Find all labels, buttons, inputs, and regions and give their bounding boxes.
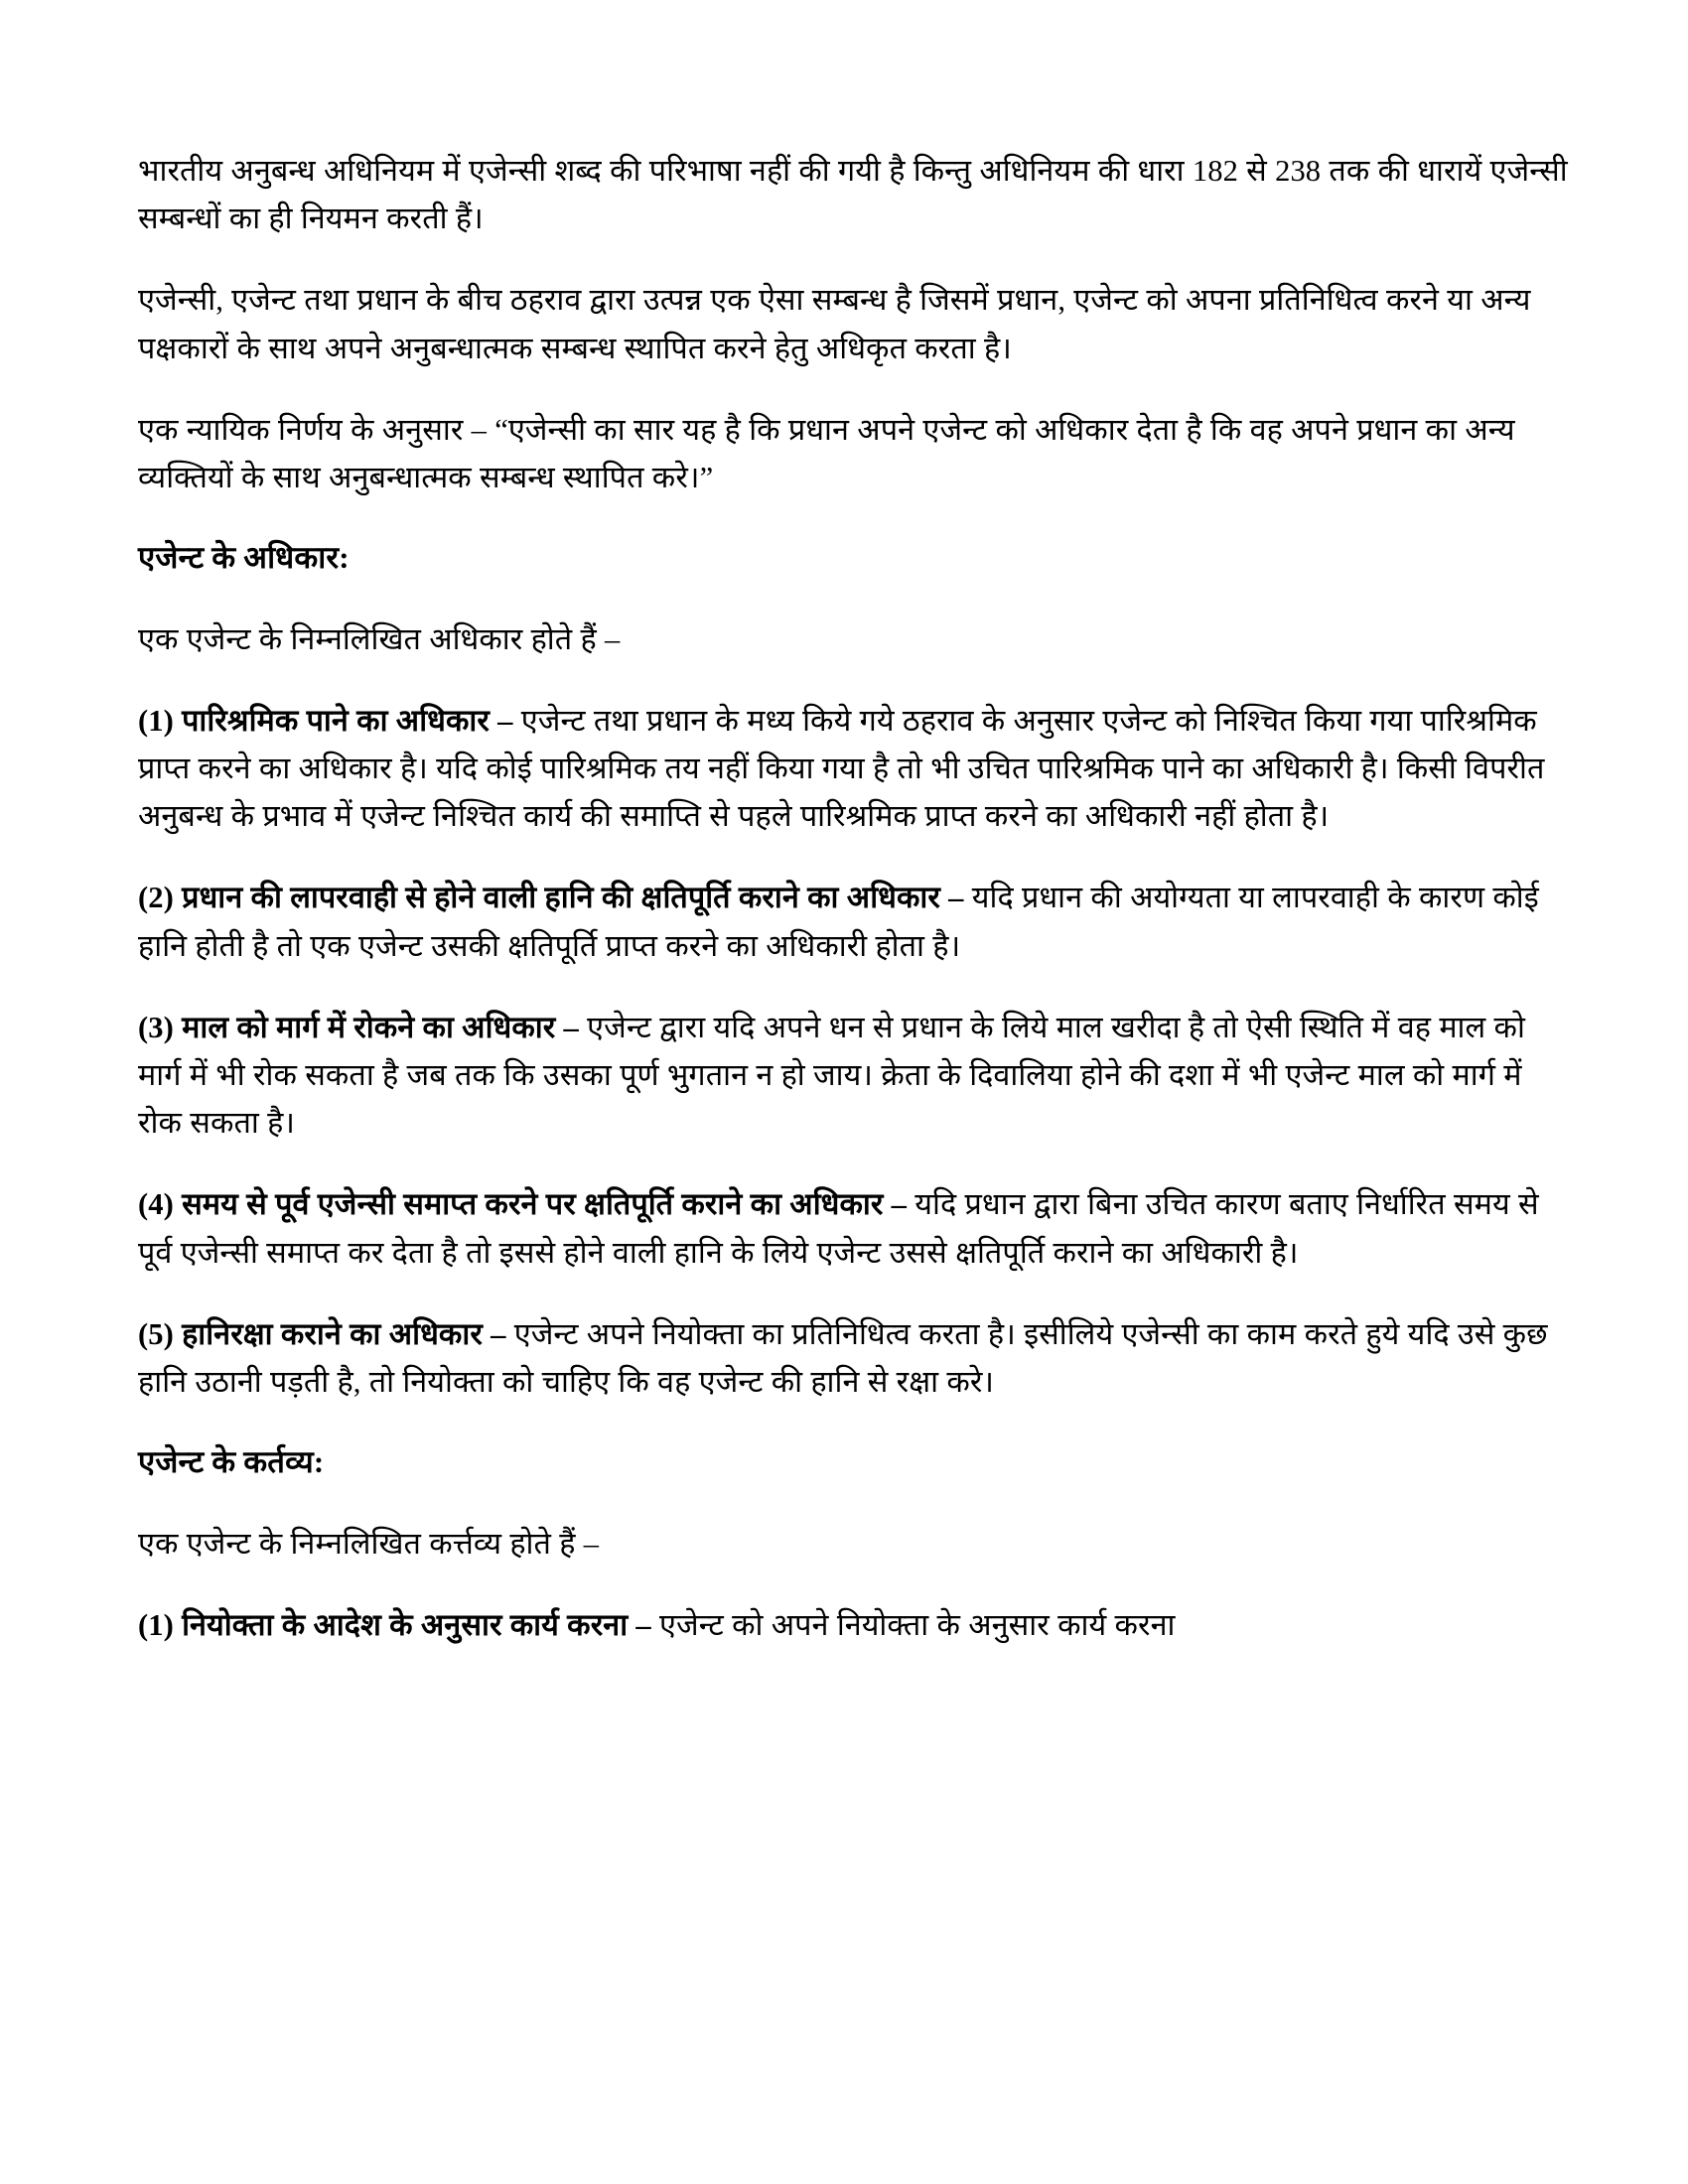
- right-1-body: एजेन्ट तथा प्रधान के मध्य किये गये ठहराव के अनुसार एजेन्ट को निश्चित किया गया पारिश्रमिक प्राप्त करने का अधिकार है। यदि कोई पारिश्रमिक तय नहीं किया गया है तो भी उचित पारिश्रमिक पाने का अधिकारी है। किसी विपरीत अनुबन्ध के प्रभाव में एजेन्ट निश्चित कार्य की समाप्ति से पहले पारिश्रमिक प्राप्त करने का अधिकारी नहीं होता है।: [138, 703, 1545, 834]
- heading-agent-rights: एजेन्ट के अधिकार:: [138, 540, 350, 576]
- document-body: [138, 147, 1570, 1649]
- right-4-lead: (4) समय से पूर्व एजेन्सी समाप्त करने पर क्षतिपूर्ति कराने का अधिकार –: [138, 1187, 915, 1222]
- right-2-body: यदि प्रधान की अयोग्यता या लापरवाही के कारण कोई हानि होती है तो एक एजेन्ट उसकी क्षतिपूर्ति प्राप्त करने का अधिकारी होता है।: [138, 881, 1539, 963]
- paragraph-duties-intro: एक एजेन्ट के निम्नलिखित कर्त्तव्य होते हैं –: [138, 1526, 600, 1561]
- paragraph-judicial-quote: एक न्यायिक निर्णय के अनुसार – “एजेन्सी का सार यह है कि प्रधान अपने एजेन्ट को अधिकार देता है कि वह अपने प्रधान का अन्य व्यक्तियों के साथ अनुबन्धात्मक सम्बन्ध स्थापित करे।”: [138, 412, 1515, 494]
- list-item-right-3: [138, 1004, 1570, 1148]
- list-item-duty-1: [138, 1601, 1570, 1649]
- right-1-lead: (1) पारिश्रमिक पाने का अधिकार –: [138, 703, 521, 738]
- paragraph-rights-intro: एक एजेन्ट के निम्नलिखित अधिकार होते हैं –: [138, 621, 621, 656]
- list-item-right-2: [138, 874, 1570, 969]
- paragraph-agency-relationship: एजेन्सी, एजेन्ट तथा प्रधान के बीच ठहराव द्वारा उत्पन्न एक ऐसा सम्बन्ध है जिसमें प्रधान, एजेन्ट को अपना प्रतिनिधित्व करने या अन्य पक्षकारों के साथ अपने अनुबन्धात्मक सम्बन्ध स्थापित करने हेतु अधिकृत करता है।: [138, 283, 1531, 365]
- right-3-lead: (3) माल को मार्ग में रोकने का अधिकार –: [138, 1010, 588, 1044]
- heading-agent-duties: एजेन्ट के कर्तव्य:: [138, 1444, 325, 1480]
- duty-1-lead: (1) नियोक्ता के आदेश के अनुसार कार्य करना –: [138, 1607, 660, 1642]
- list-item-right-5: [138, 1310, 1570, 1406]
- right-5-lead: (5) हानिरक्षा कराने का अधिकार –: [138, 1316, 514, 1351]
- right-5-body: एजेन्ट अपने नियोक्ता का प्रतिनिधित्व करता है। इसीलिये एजेन्सी का काम करते हुये यदि उसे कुछ हानि उठानी पड़ती है, तो नियोक्ता को चाहिए कि वह एजेन्ट की हानि से रक्षा करे।: [138, 1316, 1548, 1399]
- right-3-body: एजेन्ट द्वारा यदि अपने धन से प्रधान के लिये माल खरीदा है तो ऐसी स्थिति में वह माल को मार्ग में भी रोक सकता है जब तक कि उसका पूर्ण भुगतान न हो जाय। क्रेता के दिवालिया होने की दशा में भी एजेन्ट माल को मार्ग में रोक सकता है।: [138, 1010, 1525, 1141]
- paragraph-intro-definition: भारतीय अनुबन्ध अधिनियम में एजेन्सी शब्द की परिभाषा नहीं की गयी है किन्तु अधिनियम की धारा 182 से 238 तक की धारायें एजेन्सी सम्बन्धों का ही नियमन करती हैं।: [138, 154, 1568, 236]
- right-4-body: यदि प्रधान द्वारा बिना उचित कारण बताए निर्धारित समय से पूर्व एजेन्सी समाप्त कर देता है तो इससे होने वाली हानि के लिये एजेन्ट उससे क्षतिपूर्ति कराने का अधिकारी है।: [138, 1187, 1539, 1270]
- duty-1-body: एजेन्ट को अपने नियोक्ता के अनुसार कार्य करना: [659, 1607, 1176, 1642]
- list-item-right-1: [138, 697, 1570, 841]
- right-2-lead: (2) प्रधान की लापरवाही से होने वाली हानि की क्षतिपूर्ति कराने का अधिकार –: [138, 881, 972, 915]
- list-item-right-4: [138, 1180, 1570, 1276]
